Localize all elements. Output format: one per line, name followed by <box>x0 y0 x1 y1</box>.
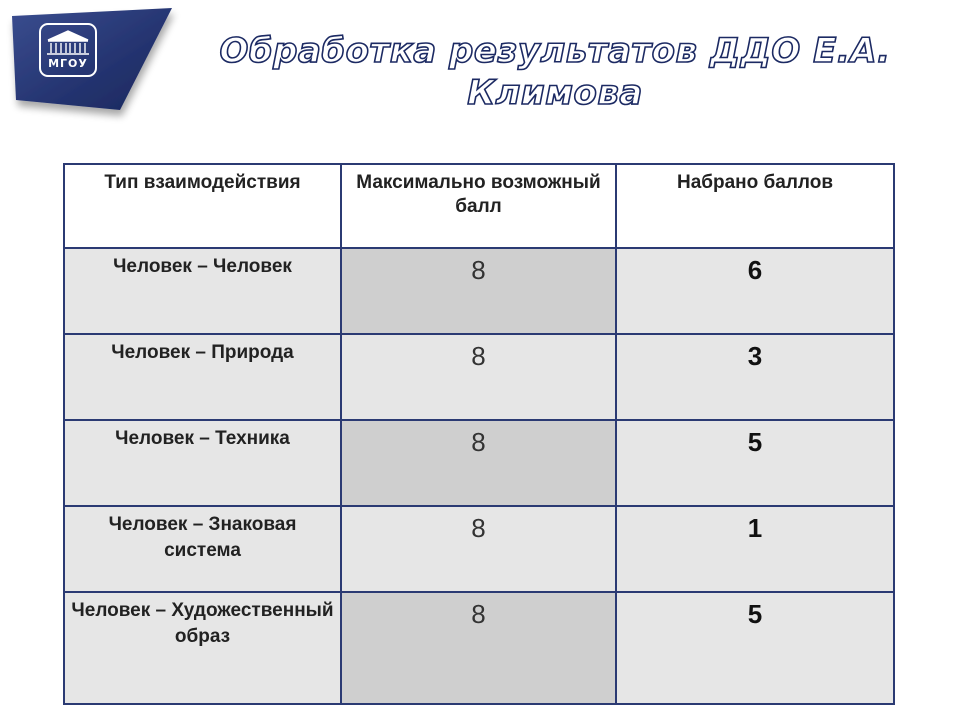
row-max-cell: 8 <box>341 592 616 704</box>
row-score-cell: 3 <box>616 334 894 420</box>
row-max-cell: 8 <box>341 248 616 334</box>
table-row <box>64 420 894 506</box>
row-type-cell: Человек – Художественный образ <box>64 592 341 704</box>
row-type-cell: Человек – Знаковая система <box>64 506 341 592</box>
page-title: Обработка результатов ДДО Е.А. Климова <box>219 31 891 113</box>
row-type-cell: Человек – Природа <box>64 334 341 420</box>
header-obtained-score: Набрано баллов <box>616 164 894 248</box>
table-row <box>64 334 894 420</box>
university-logo <box>0 0 200 140</box>
row-max-cell: 8 <box>341 334 616 420</box>
table-row <box>64 506 894 592</box>
row-max-cell: 8 <box>341 506 616 592</box>
logo-caption: МГОУ <box>48 57 88 70</box>
row-score-cell: 6 <box>616 248 894 334</box>
row-score-cell: 5 <box>616 420 894 506</box>
table-row <box>64 592 894 704</box>
row-type-cell: Человек – Человек <box>64 248 341 334</box>
row-score-cell: 1 <box>616 506 894 592</box>
logo-ribbon-graphic <box>0 0 200 140</box>
header-type: Тип взаимодействия <box>64 164 341 248</box>
row-score-cell: 5 <box>616 592 894 704</box>
header-max-score: Максимально возможный балл <box>341 164 616 248</box>
table-row <box>64 248 894 334</box>
results-table <box>63 163 895 705</box>
row-max-cell: 8 <box>341 420 616 506</box>
row-type-cell: Человек – Техника <box>64 420 341 506</box>
table-header-row <box>64 164 894 248</box>
